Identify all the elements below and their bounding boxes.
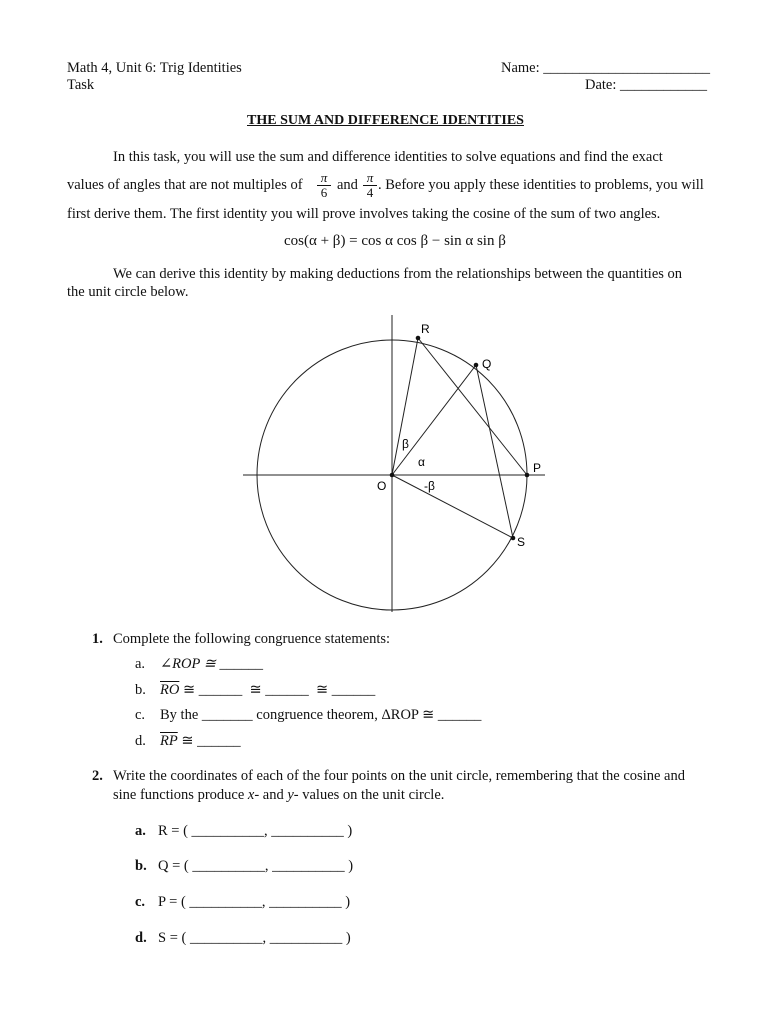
name-field[interactable]: Name: _______________________ [501, 60, 711, 76]
q2-b-label: b. [135, 858, 147, 874]
label-neg-beta: -β [424, 479, 435, 493]
date-field[interactable]: Date: ____________ [585, 77, 708, 93]
q1-prompt: Complete the following congruence statements: [113, 631, 391, 647]
q2-c-coordinates[interactable]: P = ( __________, __________ ) [158, 894, 351, 910]
q2-d-coordinates[interactable]: S = ( __________, __________ ) [158, 930, 351, 946]
segment-RP [418, 338, 527, 475]
intro-line-2b: . Before you apply these identities to problems, you will [378, 177, 704, 193]
q1-d-text: ≅ ______ [177, 733, 241, 749]
para2-line-1: We can derive this identity by making deductions from the relationships between the quantities on [113, 266, 683, 282]
q1-c-label: c. [135, 707, 146, 723]
q2-c-label: c. [135, 894, 146, 910]
label-Q: Q [482, 357, 492, 371]
q1-d-label: d. [135, 733, 146, 749]
q1-c-text[interactable]: By the _______ congruence theorem, ΔROP ≅ ______ [160, 707, 482, 723]
segment-OR [392, 338, 418, 475]
para2-line-2: the unit circle below. [67, 284, 189, 300]
page-title: THE SUM AND DIFFERENCE IDENTITIES [247, 113, 524, 128]
segment-OQ [392, 365, 476, 475]
label-R: R [421, 322, 430, 336]
q2-line-2a: sine functions produce [113, 787, 248, 803]
y-variable: y [287, 787, 294, 803]
q1-b-label: b. [135, 682, 146, 698]
q2-line-1: Write the coordinates of each of the four points on the unit circle, remembering that the cosine and [113, 768, 685, 784]
fraction-numerator: π [317, 171, 331, 186]
point-O [390, 473, 395, 478]
task-label: Task [67, 77, 95, 93]
fraction-numerator: π [363, 171, 377, 186]
segment-RO: $\overline{RO}$ [160, 682, 180, 698]
label-alpha: α [418, 455, 425, 469]
fraction-denominator: 6 [320, 185, 328, 200]
q2-a-label: a. [135, 823, 146, 839]
label-beta: β [402, 437, 409, 451]
q2-a-coordinates[interactable]: R = ( __________, __________ ) [158, 823, 353, 839]
intro-line-2a: values of angles that are not multiples of [67, 177, 303, 193]
intro-line-3: first derive them. The first identity you will prove involves taking the cosine of the sum of two angles. [67, 206, 661, 222]
q1-b-statement[interactable] [160, 682, 375, 699]
q1-d-statement[interactable] [160, 733, 241, 750]
cos-sum-formula: cos(α + β) = cos α cos β − sin α sin β [284, 233, 506, 249]
segment-OS [392, 475, 513, 538]
q2-number: 2. [92, 768, 103, 784]
q1-number: 1. [92, 631, 103, 647]
point-S [511, 536, 516, 541]
q2-b-coordinates[interactable]: Q = ( __________, __________ ) [158, 858, 354, 874]
q1-b-text: ≅ ______ ≅ ______ ≅ ______ [179, 682, 376, 698]
q2-d-label: d. [135, 930, 147, 946]
point-Q [474, 363, 479, 368]
q2-line-2 [113, 787, 444, 804]
intro-line-1: In this task, you will use the sum and difference identities to solve equations and find the exact [113, 149, 663, 165]
point-P [525, 473, 530, 478]
fraction-denominator: 4 [366, 185, 374, 200]
q2-line-2b: - and [254, 787, 288, 803]
x-variable: x [247, 787, 255, 803]
q1-a-text[interactable]: ∠ROP ≅ ______ [160, 656, 263, 672]
label-P: P [533, 461, 542, 475]
point-R [416, 336, 421, 341]
course-title: Math 4, Unit 6: Trig Identities [67, 60, 242, 76]
intro-and: and [337, 177, 358, 193]
segment-RP-label: $\overline{RP}$ [160, 733, 178, 749]
segment-QS [476, 365, 513, 538]
label-S: S [517, 535, 526, 549]
q2-line-2c: - values on the unit circle. [293, 787, 445, 803]
label-O: O [377, 479, 387, 493]
q1-a-label: a. [135, 656, 146, 672]
